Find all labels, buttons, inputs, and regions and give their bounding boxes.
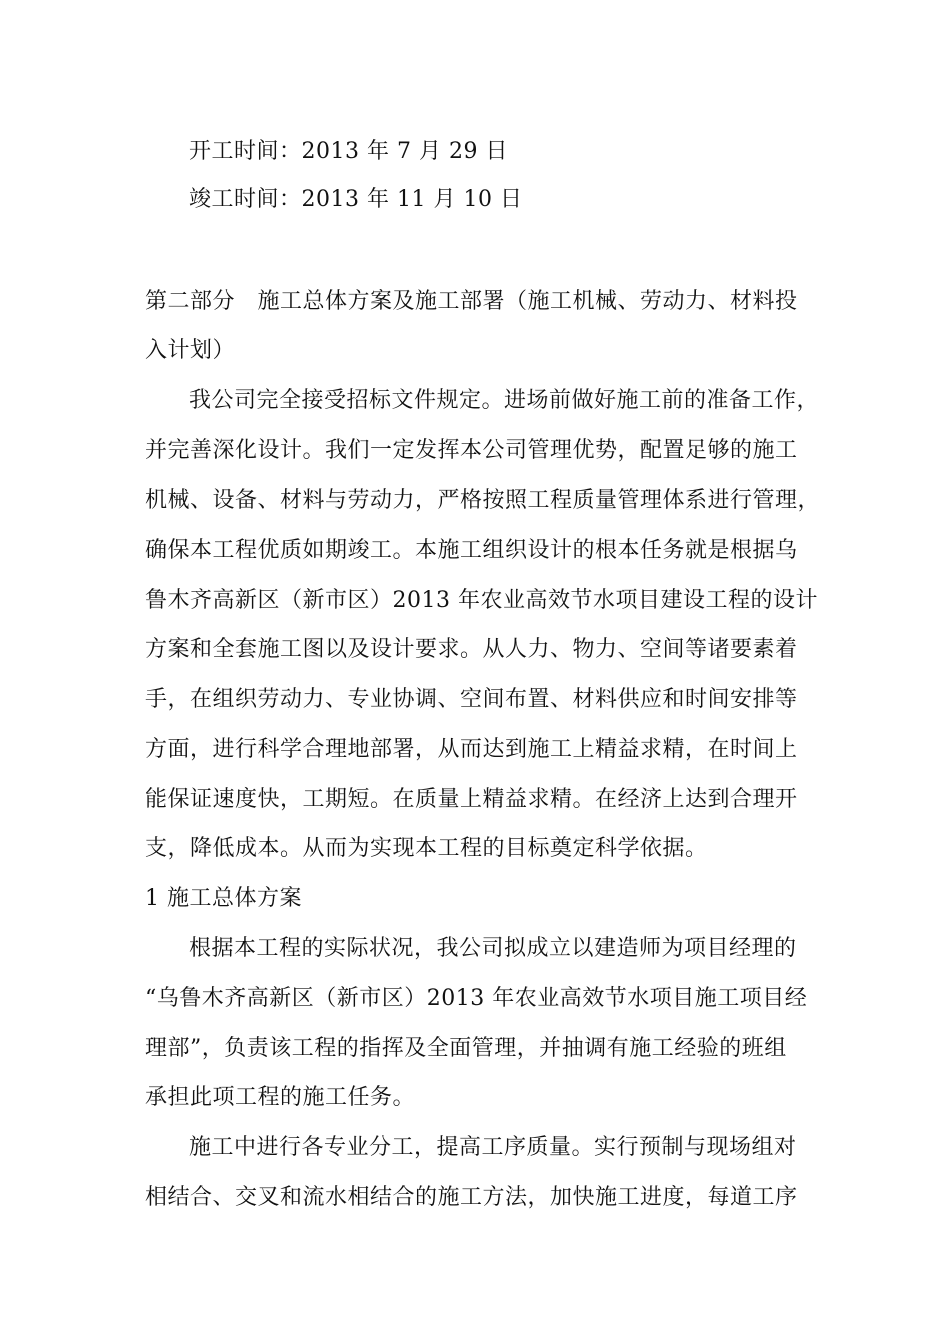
paragraph-line: 确保本工程优质如期竣工。本施工组织设计的根本任务就是根据乌 bbox=[145, 538, 798, 563]
paragraph-line: 相结合、交叉和流水相结合的施工方法，加快施工进度，每道工序 bbox=[145, 1185, 798, 1210]
paragraph-line: 机械、设备、材料与劳动力，严格按照工程质量管理体系进行管理， bbox=[145, 488, 821, 513]
paragraph-line: 承担此项工程的施工任务。 bbox=[145, 1085, 416, 1110]
paragraph-line: 并完善深化设计。我们一定发挥本公司管理优势，配置足够的施工 bbox=[145, 438, 798, 463]
paragraph-line: 支，降低成本。从而为实现本工程的目标奠定科学依据。 bbox=[145, 836, 708, 861]
subsection-heading: 1 施工总体方案 bbox=[145, 886, 302, 911]
paragraph-line: 方案和全套施工图以及设计要求。从人力、物力、空间等诸要素着 bbox=[145, 637, 798, 662]
paragraph-line: 手，在组织劳动力、专业协调、空间布置、材料供应和时间安排等 bbox=[145, 687, 798, 712]
paragraph-line: 施工中进行各专业分工，提高工序质量。实行预制与现场组对 bbox=[189, 1135, 797, 1160]
start-date-line: 开工时间：2013 年 7 月 29 日 bbox=[189, 139, 508, 164]
paragraph-line: 我公司完全接受招标文件规定。进场前做好施工前的准备工作， bbox=[189, 388, 820, 413]
paragraph-line: 鲁木齐高新区（新市区）2013 年农业高效节水项目建设工程的设计 bbox=[145, 588, 818, 613]
paragraph-line: 方面，进行科学合理地部署，从而达到施工上精益求精，在时间上 bbox=[145, 737, 798, 762]
paragraph-line: 能保证速度快，工期短。在质量上精益求精。在经济上达到合理开 bbox=[145, 787, 798, 812]
section-heading: 第二部分 施工总体方案及施工部署（施工机械、劳动力、材料投 bbox=[145, 289, 798, 314]
paragraph-line: “乌鲁木齐高新区（新市区）2013 年农业高效节水项目施工项目经 bbox=[145, 986, 808, 1011]
section-heading-cont: 入计划） bbox=[145, 338, 236, 363]
paragraph-line: 根据本工程的实际状况，我公司拟成立以建造师为项目经理的 bbox=[189, 936, 797, 961]
completion-date-line: 竣工时间：2013 年 11 月 10 日 bbox=[189, 187, 523, 212]
paragraph-line: 理部”，负责该工程的指挥及全面管理，并抽调有施工经验的班组 bbox=[145, 1036, 787, 1061]
